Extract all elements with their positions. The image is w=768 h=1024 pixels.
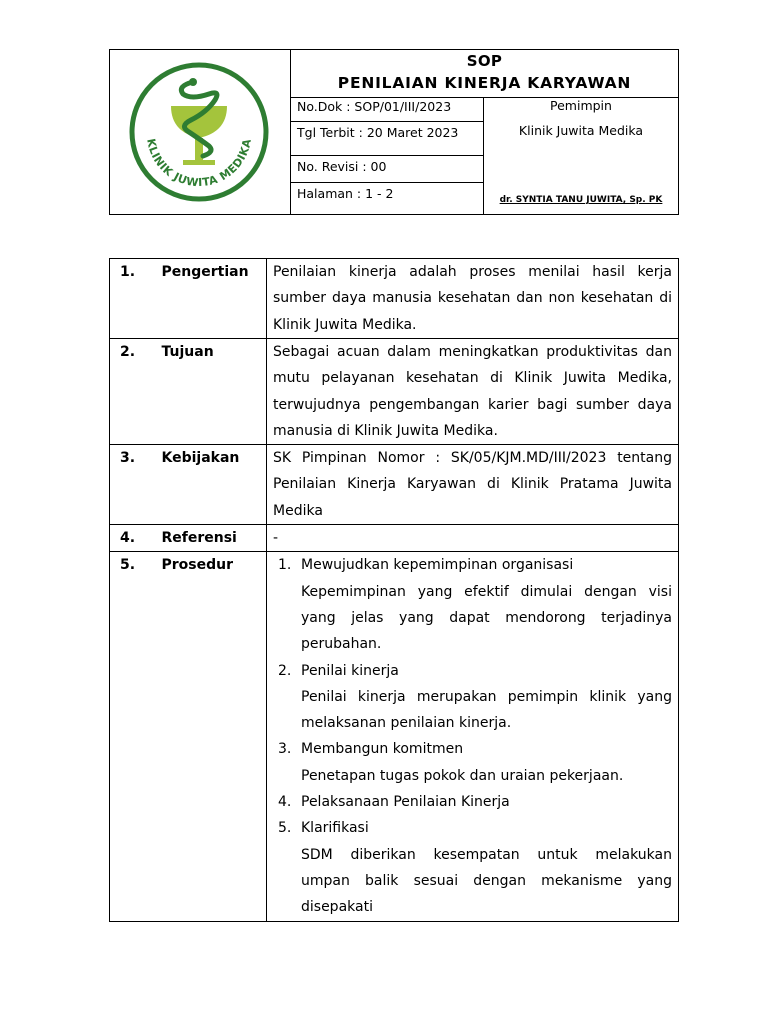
- procedure-cell: [267, 552, 679, 921]
- list-item: [273, 658, 672, 737]
- section-number: 1.: [110, 259, 162, 339]
- table-row: [110, 259, 679, 339]
- table-row: [110, 525, 679, 552]
- no-dok: No.Dok : SOP/01/III/2023: [291, 98, 483, 122]
- step-title: Membangun komitmen: [301, 741, 464, 758]
- step-description: Penetapan tugas pokok dan uraian pekerjaan.: [301, 767, 624, 784]
- section-text: Sebagai acuan dalam meningkatkan produktivitas dan mutu pelayanan kesehatan di Klinik Juwita Medika, terwujudnya pengembangan karier bagi sumber daya manusia di Klinik Juwita Medika.: [267, 339, 679, 445]
- doc-main-title: PENILAIAN KINERJA KARYAWAN: [337, 74, 632, 92]
- title-cell: [291, 50, 678, 98]
- procedure-steps: [273, 552, 672, 920]
- section-text: SK Pimpinan Nomor : SK/05/KJM.MD/III/2023 tentang Penilaian Kinerja Karyawan di Klinik Pratama Juwita Medika: [267, 445, 679, 525]
- section-label: Tujuan: [162, 339, 267, 445]
- section-number: 3.: [110, 445, 162, 525]
- step-description: Kepemimpinan yang efektif dimulai dengan visi yang jelas yang dapat mendorong terjadinya perubahan.: [301, 583, 672, 653]
- leader-column: [484, 98, 678, 214]
- step-description: SDM diberikan kesempatan untuk melakukan umpan balik sesuai dengan mekanisme yang disepakati: [301, 846, 672, 916]
- logo-cell: [110, 50, 291, 214]
- halaman: Halaman : 1 - 2: [297, 186, 394, 201]
- logo-ring-text: KLINIK JUWITA MEDIKA: [144, 137, 254, 190]
- clinic-logo: [129, 60, 269, 202]
- table-row: [110, 445, 679, 525]
- list-item: [273, 552, 672, 657]
- section-label: Kebijakan: [162, 445, 267, 525]
- step-number: 2.: [278, 662, 292, 679]
- section-number: 2.: [110, 339, 162, 445]
- table-row: [110, 552, 679, 921]
- section-number: 4.: [110, 525, 162, 552]
- step-description: Penilai kinerja merupakan pemimpin klinik yang melaksanan penilaian kinerja.: [301, 688, 672, 732]
- step-number: 4.: [278, 794, 292, 811]
- sop-table: [109, 258, 679, 922]
- section-label: Prosedur: [162, 552, 267, 921]
- clinic-name: Klinik Juwita Medika: [518, 123, 644, 138]
- pemimpin-label: Pemimpin: [550, 98, 612, 113]
- list-item: [273, 736, 672, 789]
- section-label: Pengertian: [162, 259, 267, 339]
- meta-column: [291, 98, 484, 214]
- section-text: -: [267, 525, 679, 552]
- step-title: Penilai kinerja: [301, 662, 399, 679]
- step-title: Klarifikasi: [301, 820, 369, 837]
- table-row: [110, 339, 679, 445]
- step-number: 1.: [278, 557, 292, 574]
- signatory-name: dr. SYNTIA TANU JUWITA, Sp. PK: [499, 195, 663, 205]
- list-item: [273, 789, 672, 815]
- step-number: 3.: [278, 741, 292, 758]
- section-number: 5.: [110, 552, 162, 921]
- list-item: [273, 815, 672, 920]
- section-label: Referensi: [162, 525, 267, 552]
- document-header: [109, 49, 679, 215]
- step-title: Pelaksanaan Penilaian Kinerja: [301, 794, 510, 811]
- step-title: Mewujudkan kepemimpinan organisasi: [301, 557, 574, 574]
- no-revisi: No. Revisi : 00: [291, 156, 483, 183]
- tgl-terbit: Tgl Terbit : 20 Maret 2023: [291, 122, 483, 156]
- step-number: 5.: [278, 820, 292, 837]
- section-text: Penilaian kinerja adalah proses menilai hasil kerja sumber daya manusia kesehatan dan non kesehatan di Klinik Juwita Medika.: [267, 259, 679, 339]
- doc-type-title: SOP: [466, 52, 503, 70]
